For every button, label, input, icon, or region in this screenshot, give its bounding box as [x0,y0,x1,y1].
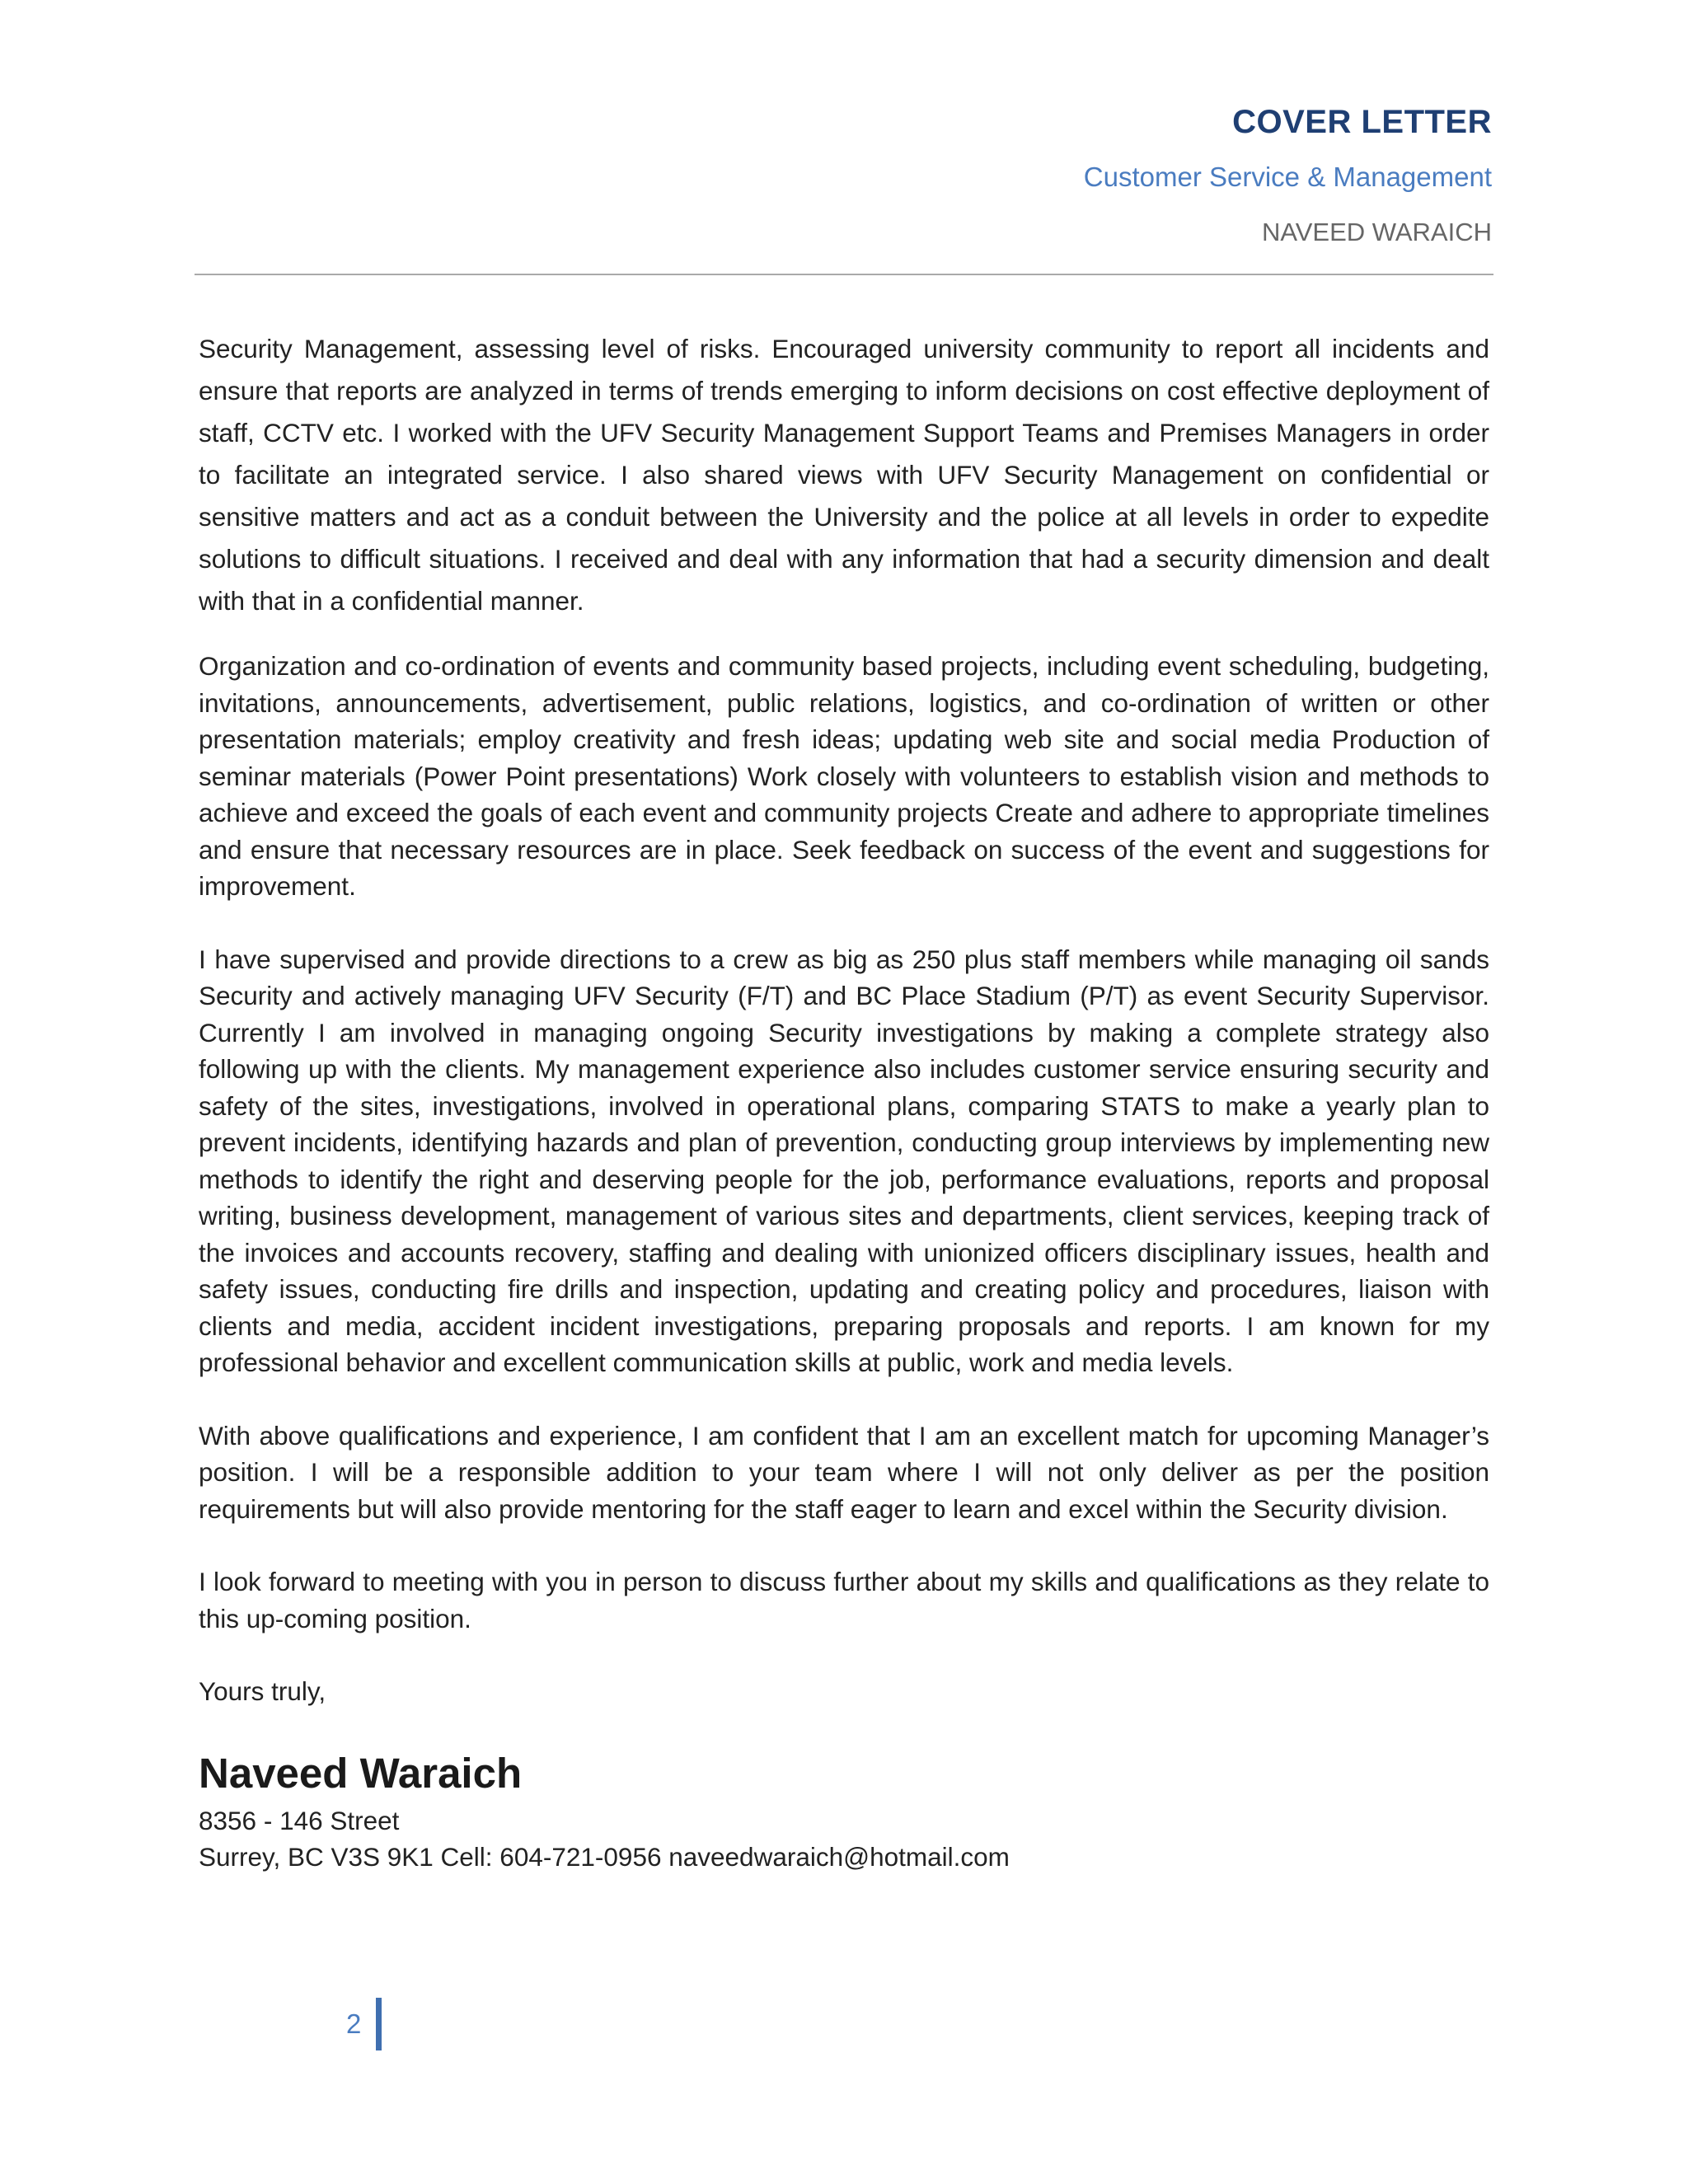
paragraph-supervision-experience: I have supervised and provide directions to a crew as big as 250 plus staff members while managing oil sands Security and actively managing UFV Security (F/T) and BC Place Stadium (P/T) as event Security Supervisor. Currently I am involved in managing ongoing Security investigations by making a complete strategy also following up with the clients. My management experience also includes customer service ensuring security and safety of the sites, investigations, involved in operational plans, comparing STATS to make a yearly plan to prevent incidents, identifying hazards and plan of prevention, conducting group interviews by implementing new methods to identify the right and deserving people for the job, performance evaluations, reports and proposal writing, business development, management of various sites and departments, client services, keeping track of the invoices and accounts recovery, staffing and dealing with unionized officers disciplinary issues, health and safety issues, conducting fire drills and inspection, updating and creating policy and procedures, liaison with clients and media, accident incident investigations, preparing proposals and reports. I am known for my professional behavior and excellent communication skills at public, work and media levels. [199,944,1489,1377]
page-number-bar [376,1998,382,2050]
document-author: NAVEED WARAICH [1261,218,1492,246]
paragraph-event-coordination: Organization and co-ordination of events and community based projects, including event scheduling, budgeting, invitations, announcements, advertisement, public relations, logistics, and co-ordination of written or other presentation materials; employ creativity and fresh ideas; updating web site and social media Production of seminar materials (Power Point presentations) Work closely with volunteers to establish vision and methods to achieve and exceed the goals of each event and community projects Create and adhere to appropriate timelines and ensure that necessary resources are in place. Seek feedback on success of the event and suggestions for improvement. [199,651,1489,901]
signature-name: Naveed Waraich [199,1749,523,1797]
header-divider [195,274,1493,275]
document-subtitle: Customer Service & Management [1083,162,1492,192]
document-title: COVER LETTER [1232,104,1492,140]
paragraph-closing-remarks: I look forward to meeting with you in person to discuss further about my skills and qualifications as they relate to this up-coming position. [199,1567,1489,1633]
paragraph-security-management: Security Management, assessing level of risks. Encouraged university community to report all incidents and ensure that reports are analyzed in terms of trends emerging to inform decisions on cost effective deployment of staff, CCTV etc. I worked with the UFV Security Management Support Teams and Premises Managers in order to facilitate an integrated service. I also shared views with UFV Security Management on confidential or sensitive matters and act as a conduit between the University and the police at all levels in order to expedite solutions to difficult situations. I received and deal with any information that had a security dimension and dealt with that in a confidential manner. [199,334,1489,616]
signature-contact: Surrey, BC V3S 9K1 Cell: 604-721-0956 naveedwaraich@hotmail.com [199,1842,1010,1872]
letter-salutation-closing: Yours truly, [199,1676,326,1706]
paragraph-qualifications: With above qualifications and experience, I am confident that I am an excellent match for upcoming Manager’s position. I will be a responsible addition to your team where I will not only deliver as per the position requirements but will also provide mentoring for the staff eager to learn and excel within the Security division. [199,1420,1489,1524]
letter-body [199,328,1489,1876]
page-number: 2 [346,2008,362,2039]
page-footer [346,1998,382,2050]
document-header [195,97,1492,252]
signature-address: 8356 - 146 Street [199,1805,400,1835]
